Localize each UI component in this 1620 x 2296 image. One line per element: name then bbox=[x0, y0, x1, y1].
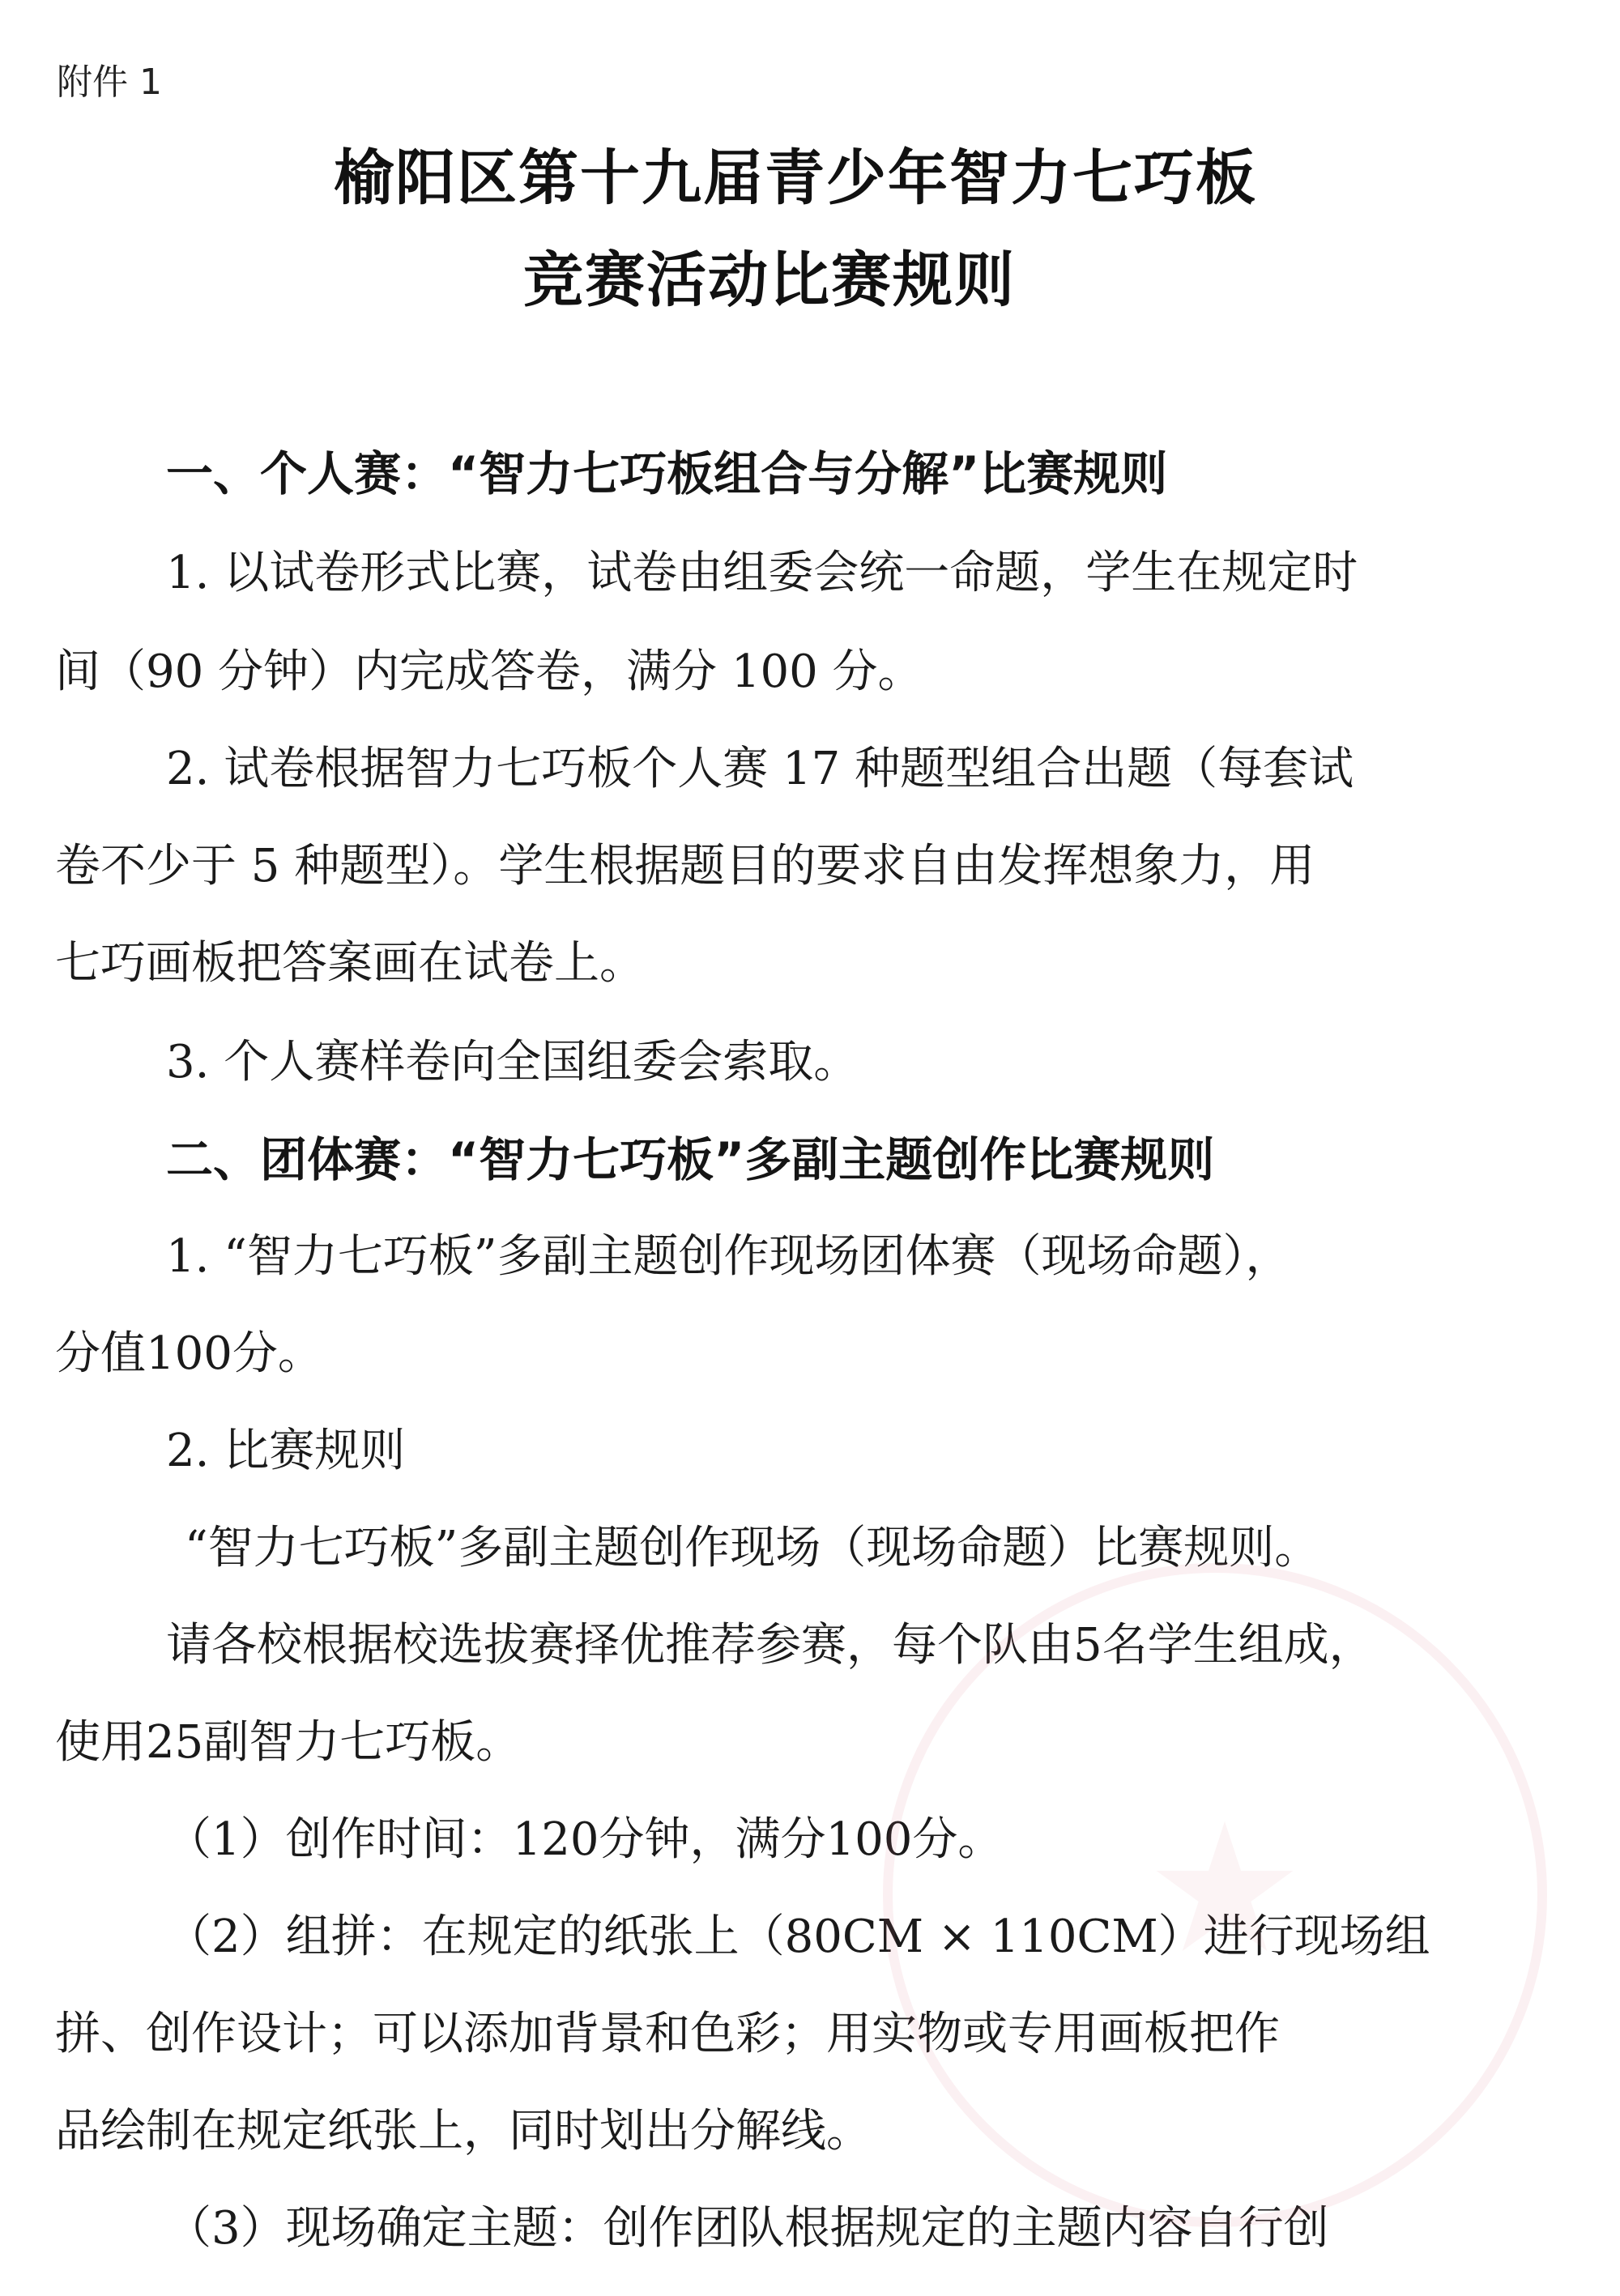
section1-item2-line3: 七巧画板把答案画在试卷上。 bbox=[55, 937, 645, 990]
section2-item2: 2. 比赛规则 bbox=[166, 1425, 406, 1477]
section2-team-line1: 请各校根据校选拔赛择优推荐参赛，每个队由5名学生组成， bbox=[166, 1619, 1375, 1672]
section2-sub2-line1: （2）组拼：在规定的纸张上（80CM × 110CM）进行现场组 bbox=[166, 1910, 1430, 1963]
document-title-line1: 榆阳区第十九届青少年智力七巧板 bbox=[334, 143, 1257, 213]
section2-sub1: （1）创作时间：120分钟，满分100分。 bbox=[166, 1813, 1004, 1866]
official-seal bbox=[883, 1563, 1547, 2227]
section1-item1-line2: 间（90 分钟）内完成答卷，满分 100 分。 bbox=[55, 645, 923, 698]
section1-item1-line1: 1. 以试卷形式比赛，试卷由组委会统一命题，学生在规定时 bbox=[166, 547, 1358, 599]
section1-item2-line1: 2. 试卷根据智力七巧板个人赛 17 种题型组合出题（每套试 bbox=[166, 743, 1354, 795]
section2-item1-line1: 1. “智力七巧板”多副主题创作现场团体赛（现场命题）， bbox=[166, 1230, 1291, 1283]
section2-sub2-line2: 拼、创作设计；可以添加背景和色彩；用实物或专用画板把作 bbox=[55, 2008, 1280, 2060]
section2-heading: 二、团体赛：“智力七巧板”多副主题创作比赛规则 bbox=[166, 1132, 1215, 1187]
section1-item2-line2: 卷不少于 5 种题型）。学生根据题目的要求自由发挥想象力，用 bbox=[55, 840, 1315, 892]
section1-heading: 一、个人赛：“智力七巧板组合与分解”比赛规则 bbox=[166, 446, 1168, 501]
section2-rule-intro: “智力七巧板”多副主题创作现场（现场命题）比赛规则。 bbox=[185, 1522, 1320, 1574]
section2-sub2-line3: 品绘制在规定纸张上，同时划出分解线。 bbox=[55, 2105, 872, 2158]
section1-item3: 3. 个人赛样卷向全国组委会索取。 bbox=[166, 1036, 859, 1088]
document-title-line2: 竞赛活动比赛规则 bbox=[523, 245, 1016, 315]
seal-star-icon: ★ bbox=[1145, 1785, 1305, 1992]
attachment-label: 附件 1 bbox=[57, 62, 162, 103]
section2-team-line2: 使用25副智力七巧板。 bbox=[55, 1716, 522, 1769]
section2-item1-line2: 分值100分。 bbox=[55, 1327, 323, 1380]
section2-sub3-line1: （3）现场确定主题：创作团队根据规定的主题内容自行创 bbox=[166, 2202, 1329, 2255]
